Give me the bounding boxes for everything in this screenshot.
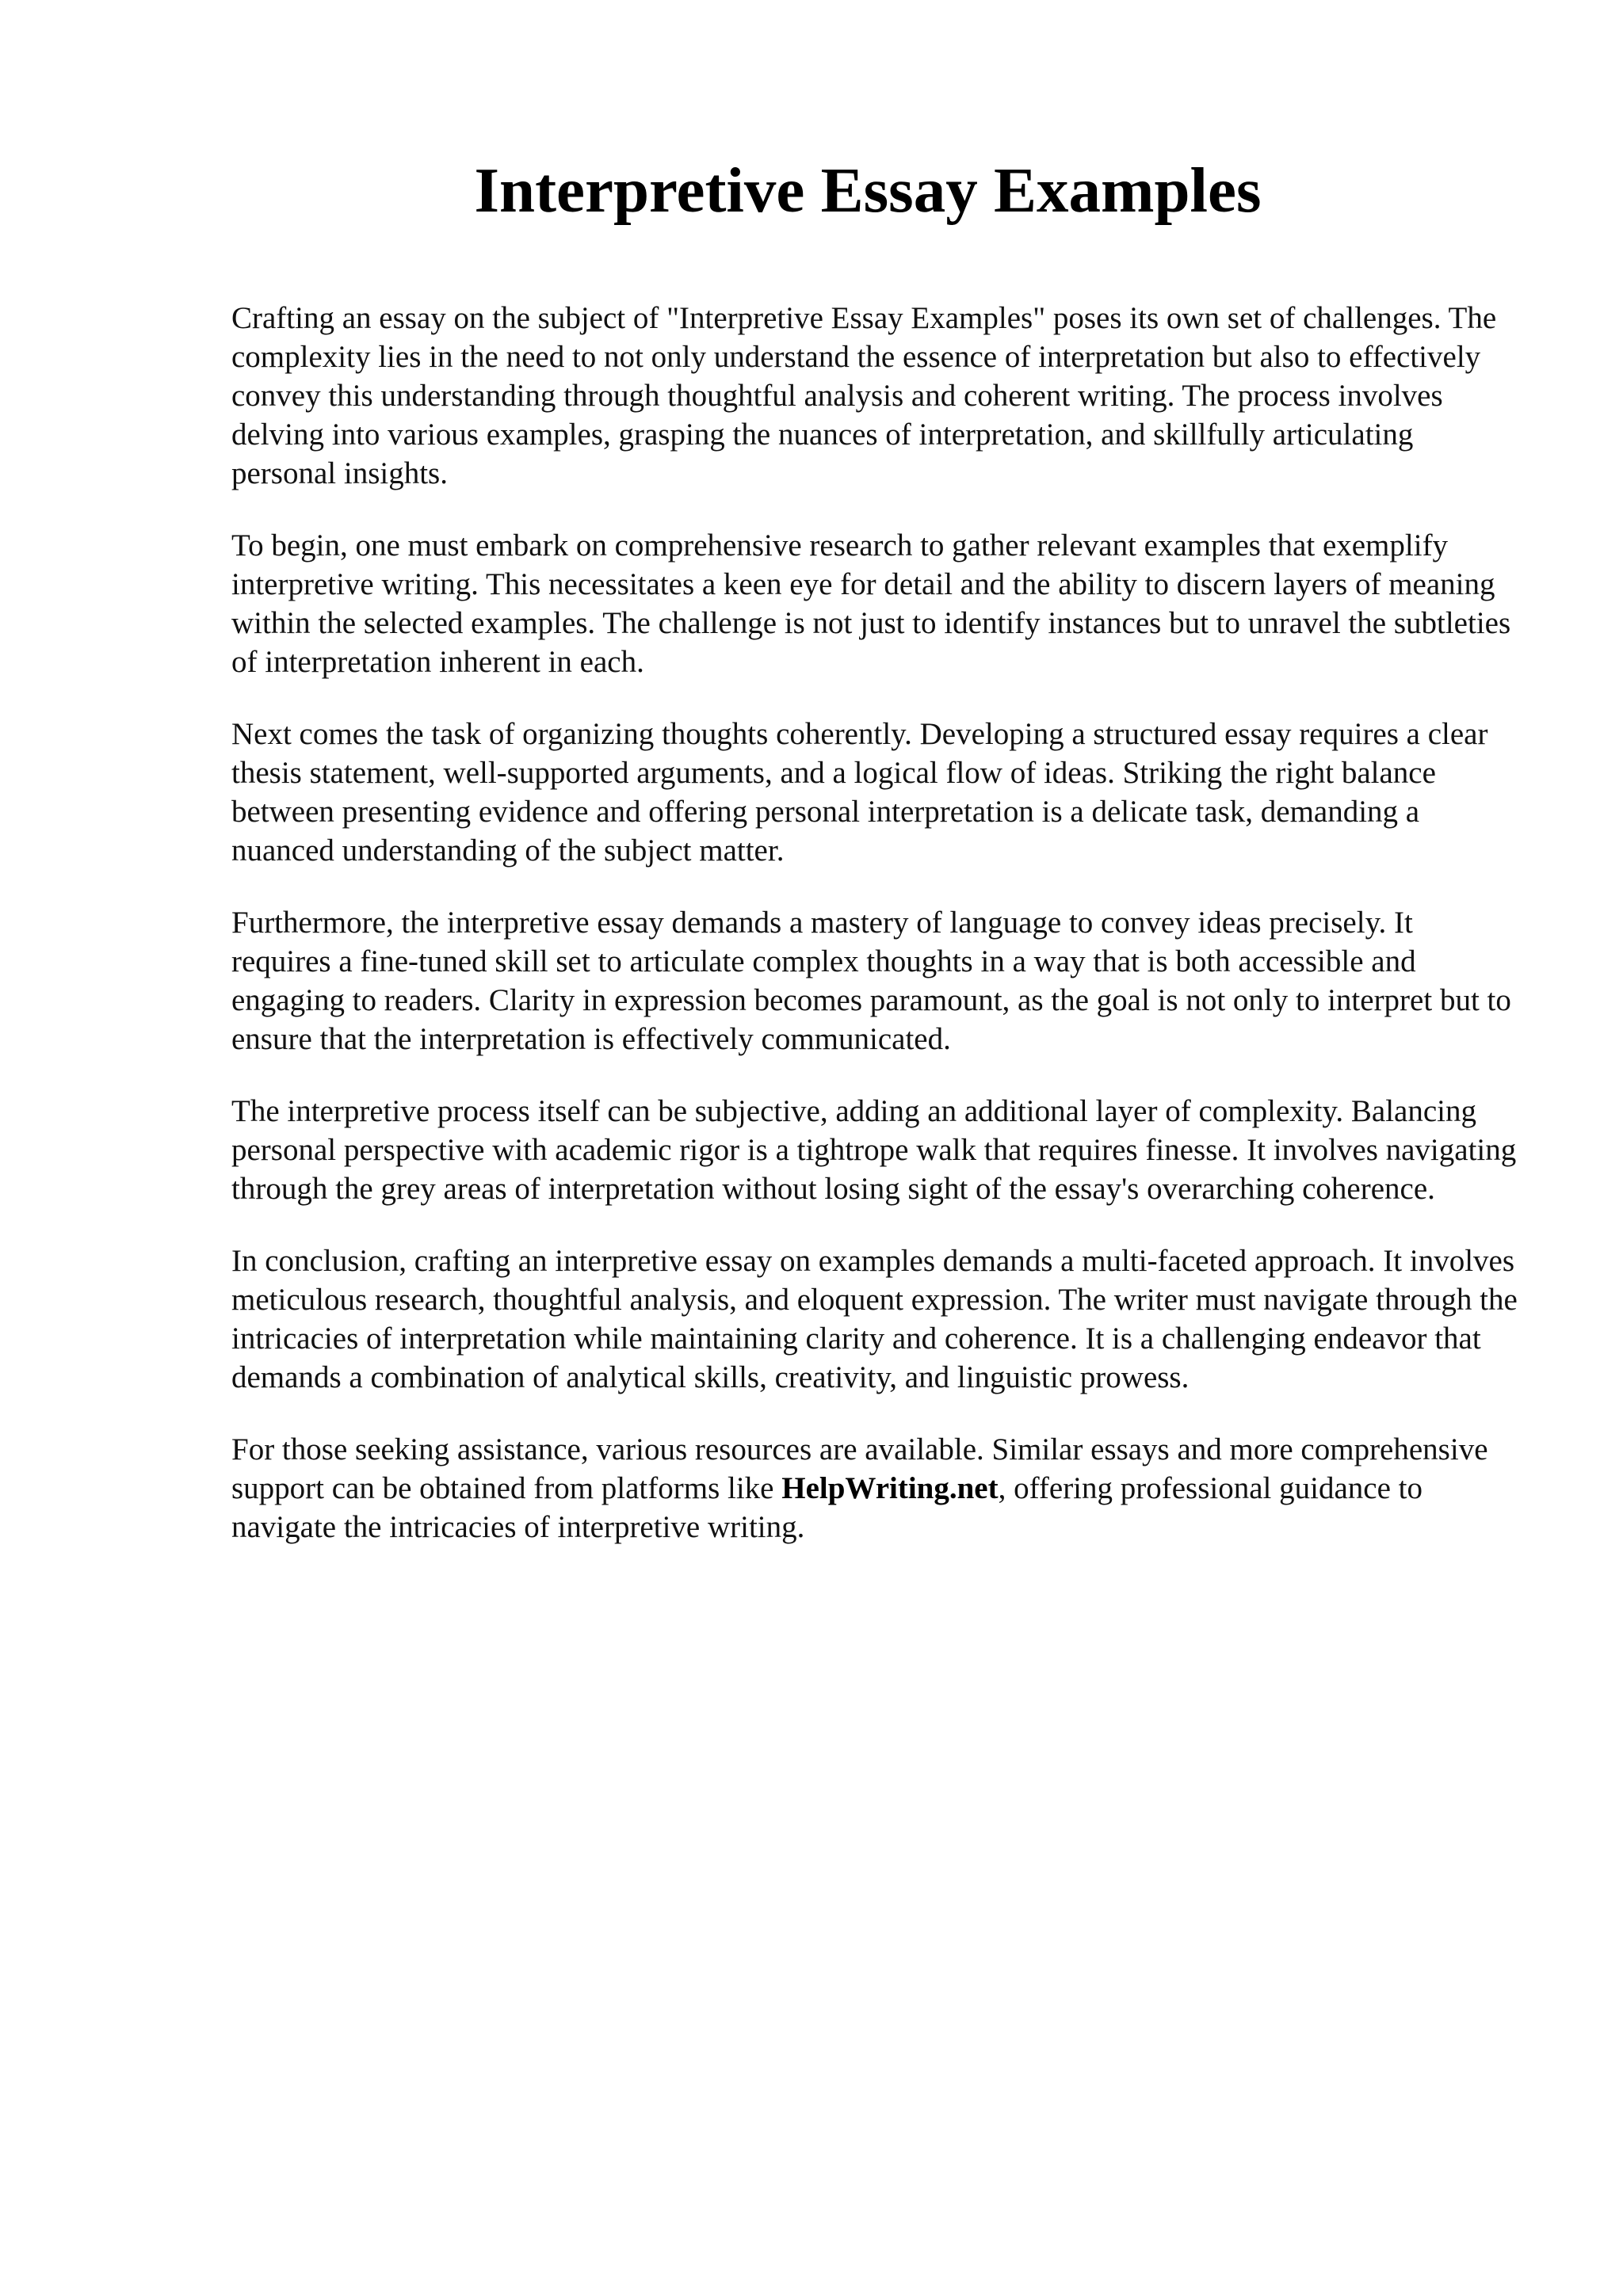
paragraph-2: To begin, one must embark on comprehensive research to gather relevant examples that exemplify interpretive writing. This necessitates a keen eye for detail and the ability to discern layers of meaning within the selected examples. The challenge is not just to identify instances but to unravel the subtleties of interpretation inherent in each. [231,528,1511,679]
paragraph-5: The interpretive process itself can be subjective, adding an additional layer of complexity. Balancing personal perspective with academic rigor is a tightrope walk that requires finesse. It involves navigating through the grey areas of interpretation without losing sight of the essay's overarching coherence. [231,1094,1517,1206]
paragraph-6: In conclusion, crafting an interpretive essay on examples demands a multi-faceted approach. It involves meticulous research, thoughtful analysis, and eloquent expression. The writer must navigate through the intricacies of interpretation while maintaining clarity and coherence. It is a challenging endeavor that demands a combination of analytical skills, creativity, and linguistic prowess. [231,1244,1518,1394]
closing-text-before: For those seeking assistance, various resources are available. Similar essays and more comprehensive support can be obtained from platforms like [231,1432,1488,1505]
paragraph-1: Crafting an essay on the subject of "Interpretive Essay Examples" poses its own set of challenges. The complexity lies in the need to not only understand the essence of interpretation but also to effectively convey this understanding through thoughtful analysis and coherent writing. The process involves delving into various examples, grasping the nuances of interpretation, and skillfully articulating personal insights. [231,301,1497,490]
document-title: Interpretive Essay Examples [474,154,1262,226]
brand-name: HelpWriting.net [781,1471,999,1505]
paragraph-4: Furthermore, the interpretive essay demands a mastery of language to convey ideas precisely. It requires a fine-tuned skill set to articulate complex thoughts in a way that is both accessible and engaging to readers. Clarity in expression becomes paramount, as the goal is not only to interpret but to ensure that the interpretation is effectively communicated. [231,906,1511,1056]
closing-text-after: , offering professional guidance to navigate the intricacies of interpretive writing. [231,1471,1423,1544]
document-body [231,299,1519,1580]
paragraph-3: Next comes the task of organizing thoughts coherently. Developing a structured essay requires a clear thesis statement, well-supported arguments, and a logical flow of ideas. Striking the right balance between presenting evidence and offering personal interpretation is a delicate task, demanding a nuanced understanding of the subject matter. [231,717,1488,868]
closing-paragraph [231,1430,1519,1547]
